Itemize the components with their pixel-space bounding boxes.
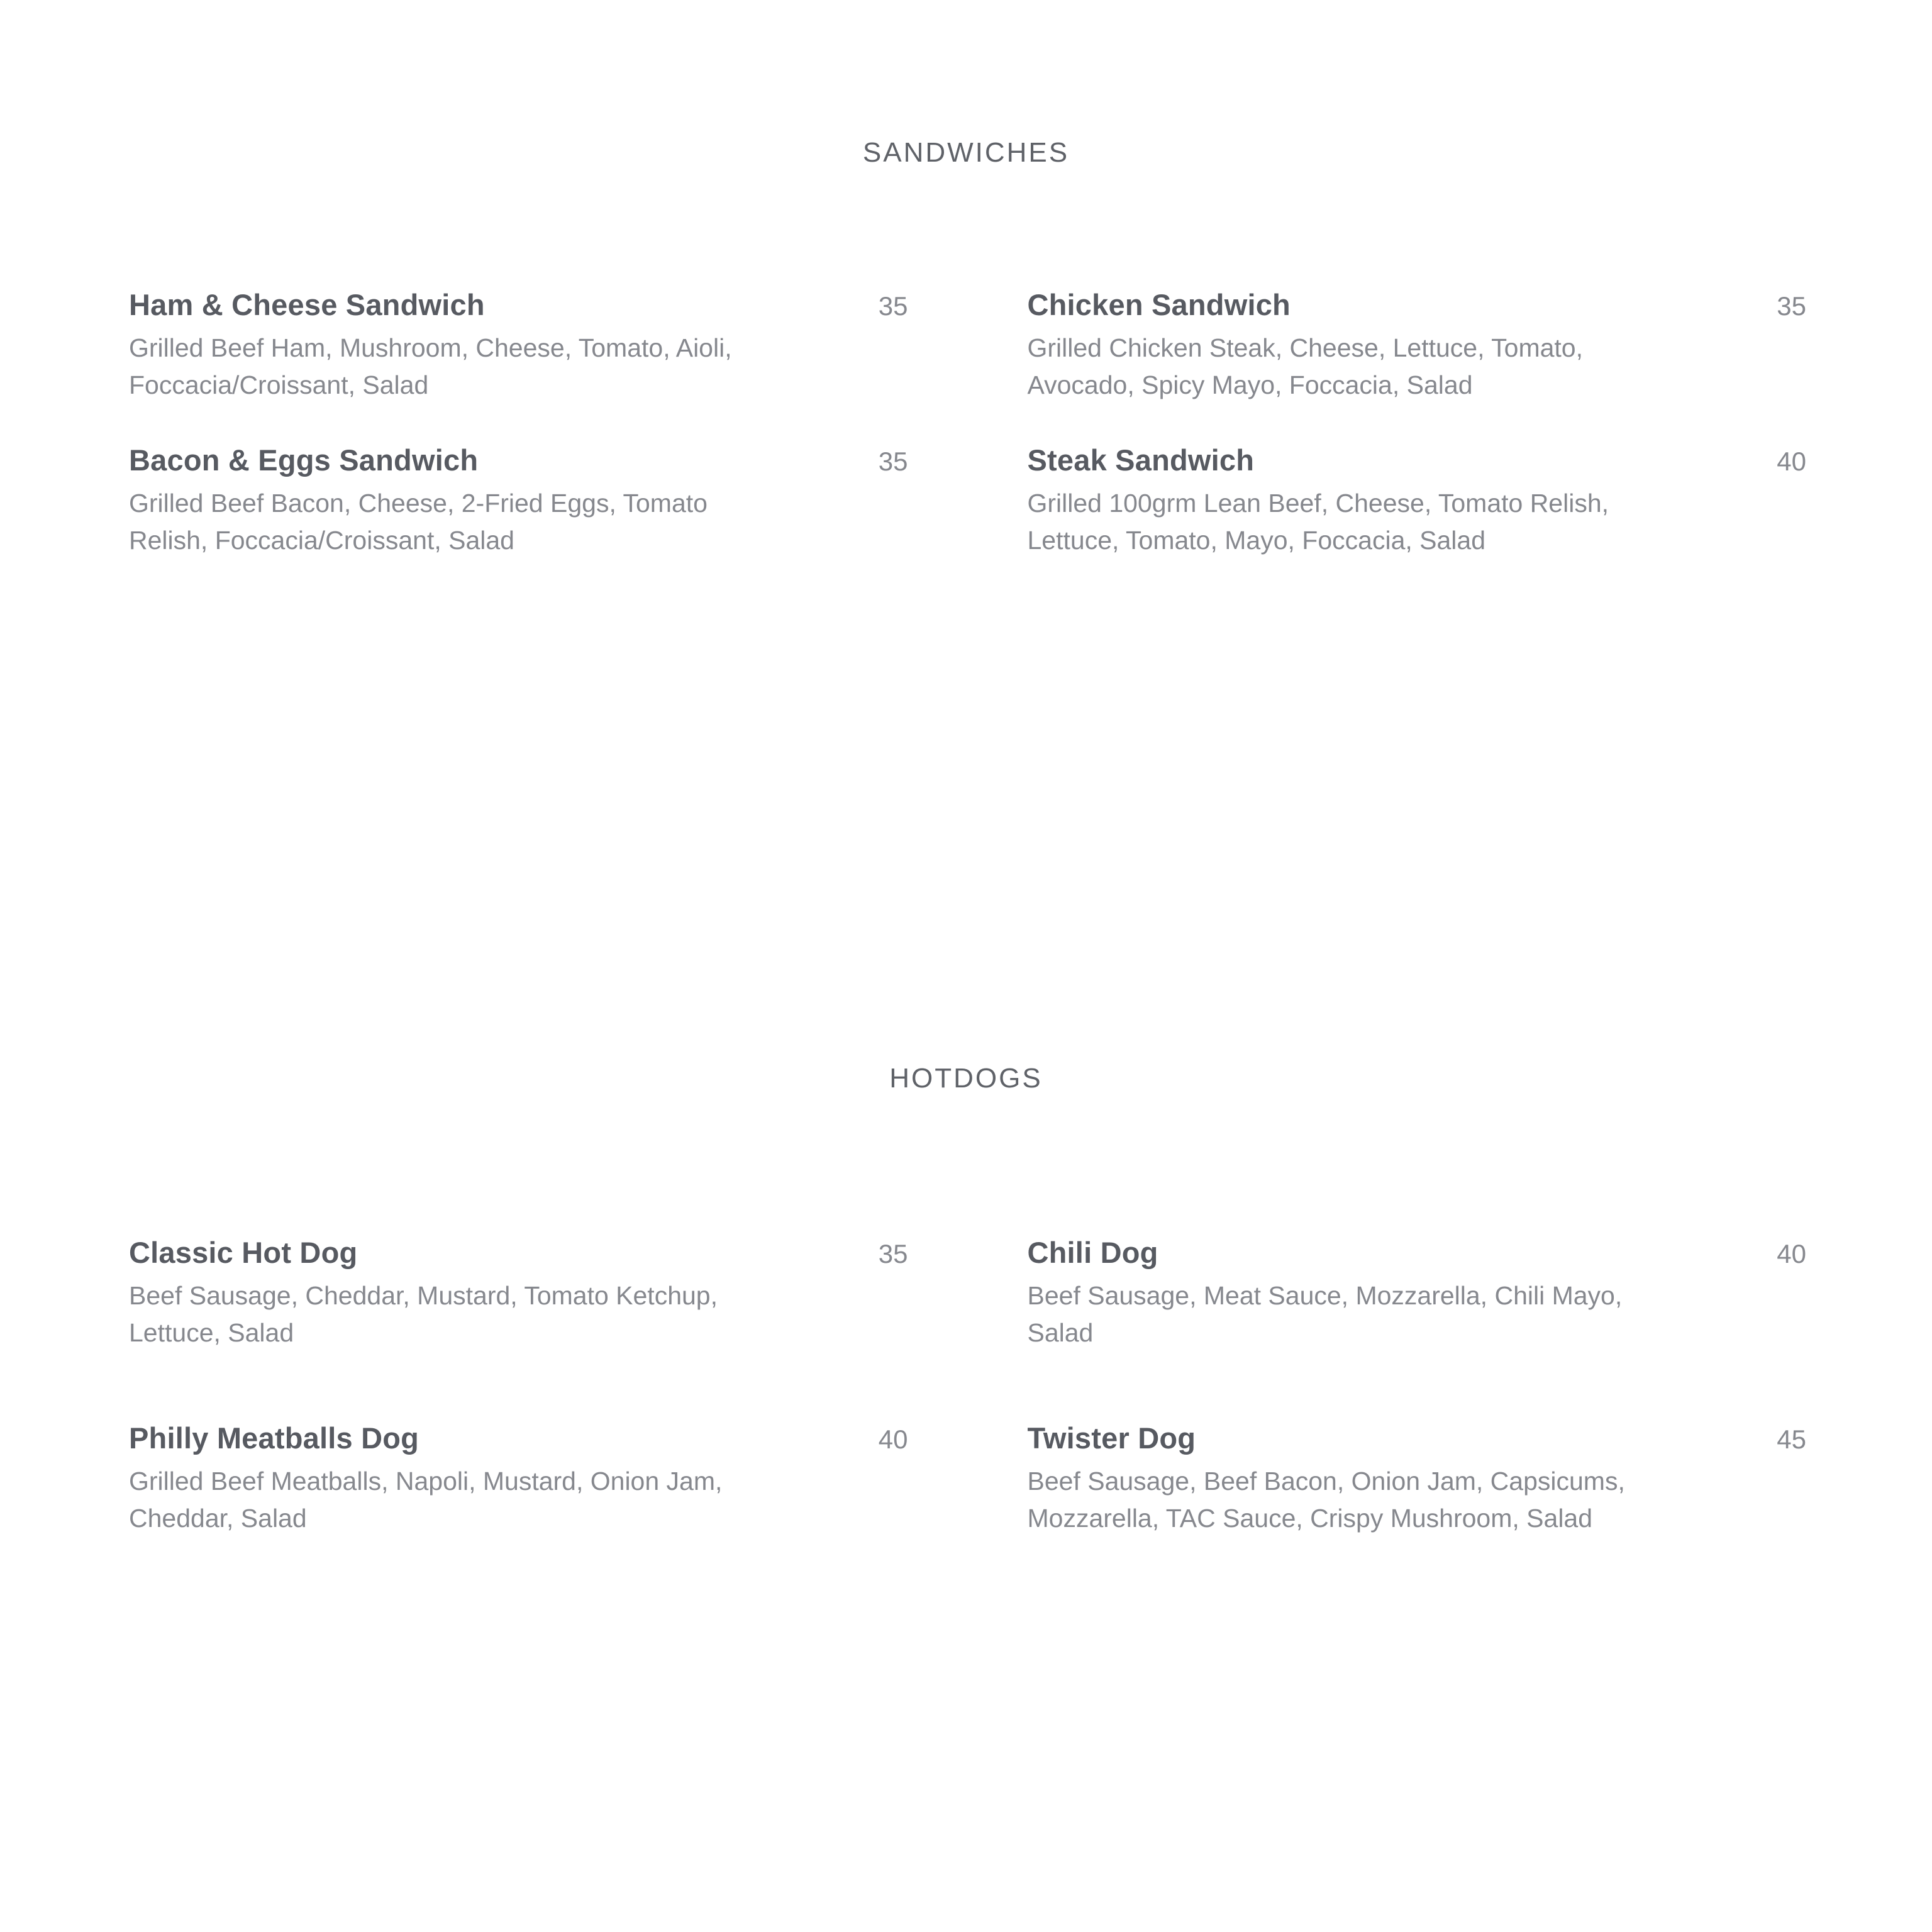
- section-title-hotdogs: HOTDOGS: [889, 1063, 1043, 1094]
- menu-item-name: Steak Sandwich: [1027, 443, 1255, 477]
- section-title-sandwiches: SANDWICHES: [862, 137, 1070, 168]
- menu-item-name: Chili Dog: [1027, 1236, 1158, 1269]
- menu-item-name: Chicken Sandwich: [1027, 288, 1291, 321]
- menu-item-description: Beef Sausage, Meat Sauce, Mozzarella, Chili Mayo, Salad: [1027, 1281, 1623, 1348]
- menu-item-description: Grilled Beef Ham, Mushroom, Cheese, Tomato, Aioli, Foccacia/Croissant, Salad: [129, 333, 732, 400]
- menu-item[interactable]: [129, 443, 908, 560]
- menu-item-name: Bacon & Eggs Sandwich: [129, 443, 479, 477]
- menu-item-head: [129, 288, 908, 322]
- menu-item-description: Beef Sausage, Beef Bacon, Onion Jam, Capsicums, Mozzarella, TAC Sauce, Crispy Mushroom, Salad: [1027, 1466, 1625, 1533]
- menu-item[interactable]: [1028, 443, 1807, 560]
- menu-item-name: Classic Hot Dog: [129, 1236, 358, 1269]
- menu-item-price: 40: [1777, 446, 1806, 476]
- menu-item[interactable]: [129, 288, 908, 404]
- menu-item-description: Beef Sausage, Cheddar, Mustard, Tomato Ketchup, Lettuce, Salad: [129, 1281, 718, 1348]
- menu-item-price: 40: [1777, 1239, 1806, 1269]
- menu-item-description: Grilled Beef Meatballs, Napoli, Mustard, Onion Jam, Cheddar, Salad: [129, 1466, 723, 1533]
- menu-item-price: 40: [878, 1424, 908, 1454]
- menu-item-head: [129, 1236, 908, 1270]
- menu-item-price: 45: [1777, 1424, 1806, 1454]
- sandwiches-left-column: [129, 288, 908, 599]
- section-sandwiches: [0, 137, 1932, 599]
- menu-item-head: [129, 443, 908, 477]
- menu-item-head: [129, 1421, 908, 1455]
- menu-item[interactable]: [1028, 1236, 1807, 1352]
- menu-item-price: 35: [1777, 291, 1806, 321]
- menu-item-price: 35: [878, 291, 908, 321]
- menu-item[interactable]: [129, 1236, 908, 1352]
- menu-item-price: 35: [878, 1239, 908, 1269]
- menu-item-head: [1028, 1236, 1807, 1270]
- menu-item-head: [1028, 1421, 1807, 1455]
- menu-item-price: 35: [878, 446, 908, 476]
- menu-item-name: Philly Meatballs Dog: [129, 1421, 419, 1455]
- menu-item[interactable]: [1028, 1421, 1807, 1538]
- menu-item-head: [1028, 443, 1807, 477]
- hotdogs-left-column: [129, 1236, 908, 1577]
- menu-item-name: Ham & Cheese Sandwich: [129, 288, 485, 321]
- hotdogs-grid: [0, 1236, 1932, 1577]
- menu-item-description: Grilled Chicken Steak, Cheese, Lettuce, Tomato, Avocado, Spicy Mayo, Foccacia, Salad: [1027, 333, 1583, 400]
- hotdogs-right-column: [1028, 1236, 1807, 1577]
- section-hotdogs: [0, 1063, 1932, 1577]
- menu-item[interactable]: [129, 1421, 908, 1538]
- menu-item[interactable]: [1028, 288, 1807, 404]
- sandwiches-right-column: [1028, 288, 1807, 599]
- menu-item-name: Twister Dog: [1027, 1421, 1196, 1455]
- menu-item-description: Grilled 100grm Lean Beef, Cheese, Tomato Relish, Lettuce, Tomato, Mayo, Foccacia, Salad: [1027, 488, 1609, 555]
- menu-item-head: [1028, 288, 1807, 322]
- menu-item-description: Grilled Beef Bacon, Cheese, 2-Fried Eggs, Tomato Relish, Foccacia/Croissant, Salad: [129, 488, 708, 555]
- sandwiches-grid: [0, 288, 1932, 599]
